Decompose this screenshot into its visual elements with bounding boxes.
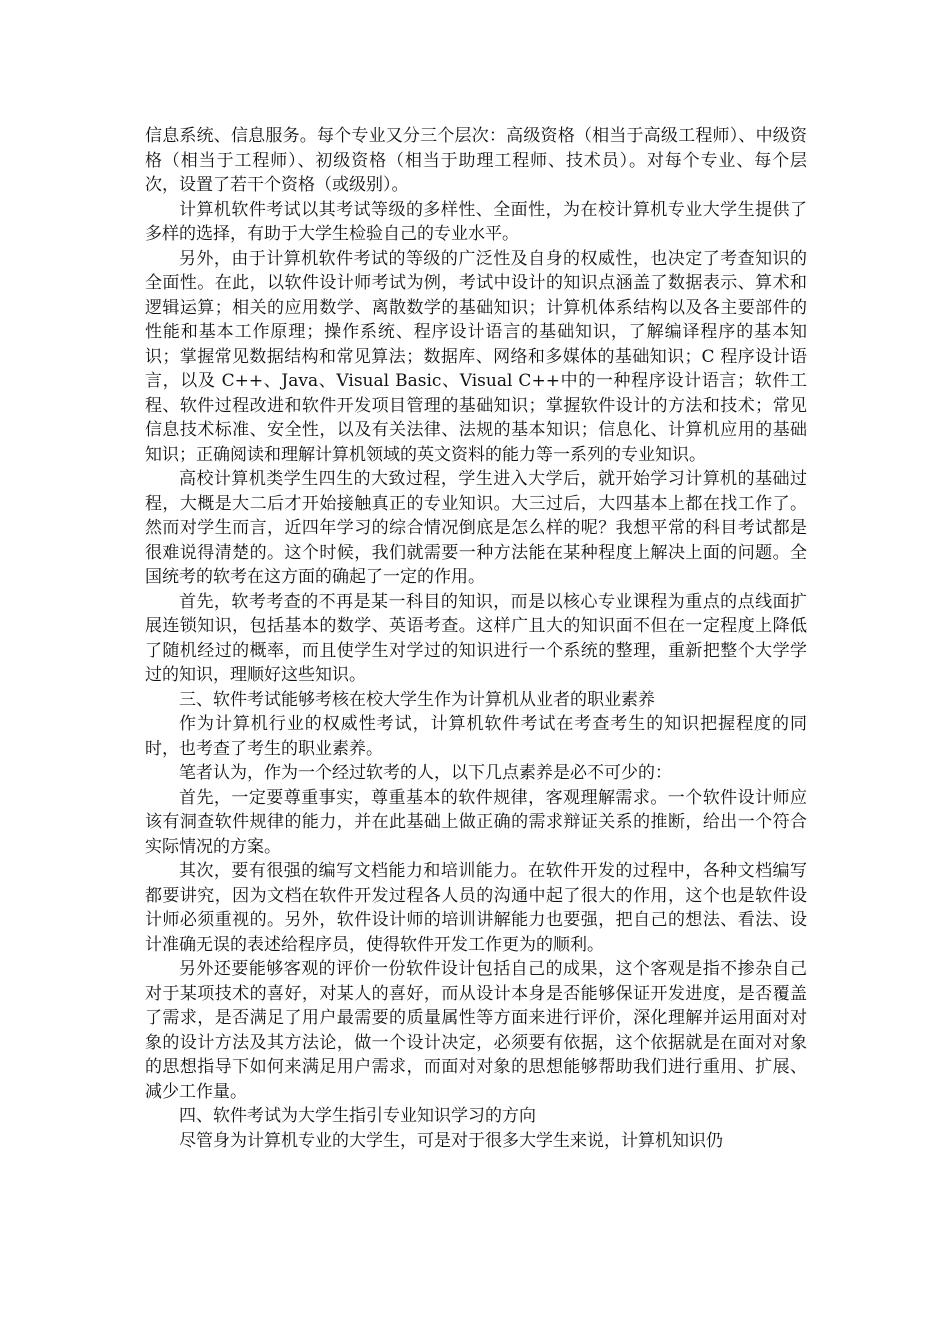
paragraph-2: 计算机软件考试以其考试等级的多样性、全面性，为在校计算机专业大学生提供了多样的选择，有助于大学生检验自己的专业水平。 <box>145 199 807 244</box>
section-heading-4: 四、软件考试为大学生指引专业知识学习的方向 <box>179 1106 536 1126</box>
paragraph-4: 高校计算机类学生四生的大致过程，学生进入大学后，就开始学习计算机的基础过程，大概是大二后才开始接触真正的专业知识。大三过后，大四基本上都在找工作了。然而对学生而言，近四年学习的综合情况倒底是怎么样的呢？我想平常的科目考试都是很难说得清楚的。这个时候，我们就需要一种方法能在某种程度上解决上面的问题。全国统考的软考在这方面的确起了一定的作用。 <box>145 469 807 587</box>
paragraph-10: 其次，要有很强的编写文档能力和培训能力。在软件开发的过程中，各种文档编写都要讲究，因为文档在软件开发过程各人员的沟通中起了很大的作用，这个也是软件设计师必须重视的。另外，软件设计师的培训讲解能力也要强，把自己的想法、看法、设计准确无误的表述给程序员，使得软件开发工作更为的顺利。 <box>145 861 807 955</box>
paragraph-9: 首先，一定要尊重事实，尊重基本的软件规律，客观理解需求。一个软件设计师应该有洞查软件规律的能力，并在此基础上做正确的需求辩证关系的推断，给出一个符合实际情况的方案。 <box>145 787 807 857</box>
paragraph-5: 首先，软考考查的不再是某一科目的知识，而是以核心专业课程为重点的点线面扩展连锁知识，包括基本的数学、英语考查。这样广且大的知识面不但在一定程度上降低了随机经过的概率，而且使学生对学过的知识进行一个系统的整理，重新把整个大学学过的知识，理顺好这些知识。 <box>145 591 807 685</box>
document-page <box>145 124 807 1153</box>
paragraph-11: 另外还要能够客观的评价一份软件设计包括自己的成果，这个客观是指不掺杂自己对于某项技术的喜好，对某人的喜好，而从设计本身是否能够保证开发进度，是否覆盖了需求，是否满足了用户最需要的质量属性等方面来进行评价，深化理解并运用面对对象的设计方法及其方法论，做一个设计决定，必须要有依据，这个依据就是在面对对象的思想指导下如何来满足用户需求，而面对对象的思想能够帮助我们进行重用、扩展、减少工作量。 <box>145 959 807 1102</box>
paragraph-3: 另外，由于计算机软件考试的等级的广泛性及自身的权威性，也决定了考查知识的全面性。在此，以软件设计师考试为例，考试中设计的知识点涵盖了数据表示、算术和逻辑运算；相关的应用数学、离散数学的基础知识；计算机体系结构以及各主要部件的性能和基本工作原理；操作系统、程序设计语言的基础知识，了解编译程序的基本知识；掌握常见数据结构和常见算法；数据库、网络和多媒体的基础知识；C 程序设计语言，以及 C++、Java、Visual Basic、Visual C++中的一种程序设计语言；软件工程、软件过程改进和软件开发项目管理的基础知识；掌握软件设计的方法和技术；常见信息技术标准、安全性，以及有关法律、法规的基本知识；信息化、计算机应用的基础知识；正确阅读和理解计算机领域的英文资料的能力等一系列的专业知识。 <box>145 248 807 465</box>
paragraph-13: 尽管身为计算机专业的大学生，可是对于很多大学生来说，计算机知识仍 <box>179 1130 723 1151</box>
section-heading-3: 三、软件考试能够考核在校大学生作为计算机从业者的职业素养 <box>179 689 655 710</box>
paragraph-1: 信息系统、信息服务。每个专业又分三个层次：高级资格（相当于高级工程师）、中级资格（相当于工程师）、初级资格（相当于助理工程师、技术员）。对每个专业、每个层次，设置了若干个资格（或级别）。 <box>145 126 807 195</box>
paragraph-7: 作为计算机行业的权威性考试，计算机软件考试在考查考生的知识把握程度的同时，也考查了考生的职业素养。 <box>145 714 807 759</box>
paragraph-8: 笔者认为，作为一个经过软考的人，以下几点素养是必不可少的： <box>179 763 672 783</box>
